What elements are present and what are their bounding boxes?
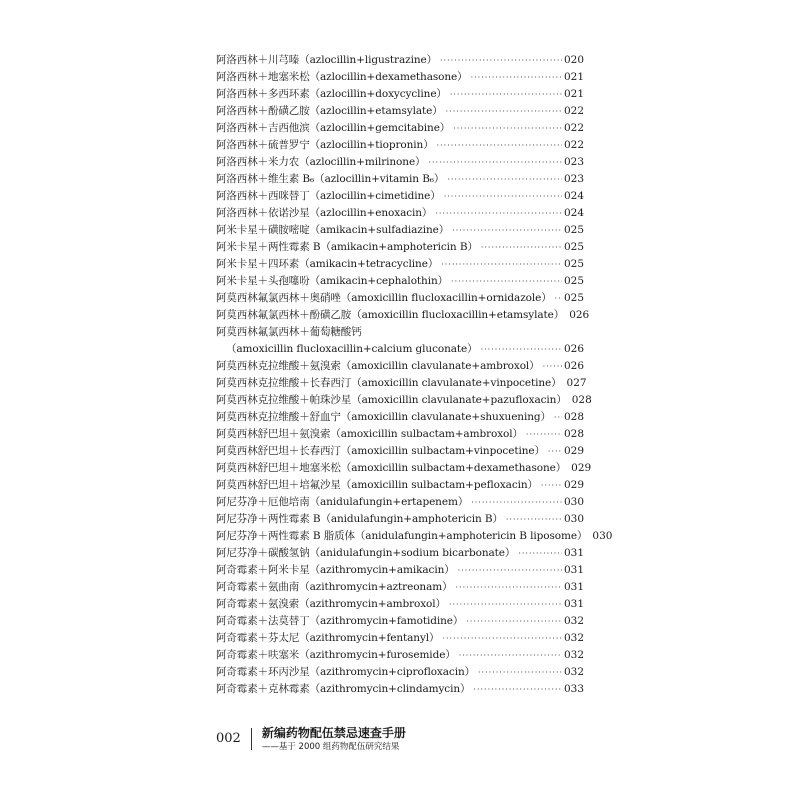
toc-entry-page: 025: [563, 258, 584, 270]
toc-entry-page: 023: [563, 156, 584, 168]
toc-entry: [216, 511, 584, 528]
book-subtitle: ——基于 2000 组药物配伍研究结果: [261, 741, 400, 752]
toc-entry-text: 阿洛西林＋川芎嗪（azlocillin+ligustrazine）: [216, 54, 437, 66]
toc-entry: [216, 239, 584, 256]
toc-entry: [216, 69, 584, 86]
dot-leader: [446, 103, 562, 120]
page-number: 002: [216, 728, 252, 750]
toc-entry-text: 阿莫西林氟氯西林＋葡萄糖酸钙: [216, 326, 362, 338]
dot-leader: [458, 562, 562, 579]
toc-entry: [216, 137, 584, 154]
toc-entry-text: 阿莫西林氟氯西林＋酚磺乙胺（amoxicillin flucloxacillin+etamsylate）: [216, 309, 565, 321]
toc-entry-text: 阿洛西林＋吉西他滨（azlocillin+gemcitabine）: [216, 122, 451, 134]
toc-entry-page: 032: [563, 666, 584, 678]
toc-entry-text: 阿奇霉素＋阿米卡星（azithromycin+amikacin）: [216, 564, 455, 576]
dot-leader: [471, 494, 562, 511]
toc-entry: [216, 579, 584, 596]
dot-leader: [437, 137, 562, 154]
dot-leader: [441, 256, 562, 273]
toc-entry-text: 阿洛西林＋西咪替丁（azlocillin+cimetidine）: [216, 190, 441, 202]
toc-entry: [216, 460, 592, 477]
dot-leader: [449, 596, 562, 613]
toc-entry-text: 阿莫西林舒巴坦＋培氟沙星（amoxicillin sulbactam+pefloxacin）: [216, 479, 538, 491]
toc-entry-text: 阿莫西林舒巴坦＋长春西汀（amoxicillin sulbactam+vinpocetine）: [216, 445, 545, 457]
book-info: [262, 726, 406, 753]
toc-entry-page: 031: [563, 581, 584, 593]
toc-entry: [216, 290, 584, 307]
toc-entry: [216, 409, 584, 426]
toc-entry-text: 阿奇霉素＋法莫替丁（azithromycin+famotidine）: [216, 615, 464, 627]
toc-entry: [216, 630, 584, 647]
toc-entry-page: 021: [563, 88, 584, 100]
toc-entry: [216, 222, 584, 239]
dot-leader: [543, 358, 562, 375]
dot-leader: [555, 290, 562, 307]
toc-entry: [216, 528, 613, 545]
book-title: 新编药物配伍禁忌速查手册: [261, 725, 406, 740]
dot-leader: [442, 630, 561, 647]
toc-entry: [216, 103, 584, 120]
toc-entry-page: 031: [563, 598, 584, 610]
toc-entry-text: 阿奇霉素＋环丙沙星（azithromycin+ciprofloxacin）: [216, 666, 476, 678]
toc-entry-text: 阿奇霉素＋氨曲南（azithromycin+aztreonam）: [216, 581, 453, 593]
toc-entry-text: 阿洛西林＋维生素 B₆（azlocillin+vitamin B₆）: [216, 173, 445, 185]
dot-leader: [456, 579, 562, 596]
toc-entry-text: 阿莫西林氟氯西林＋奥硝唑（amoxicillin flucloxacillin+ornidazole）: [216, 292, 552, 304]
toc-entry-text: 阿莫西林舒巴坦＋地塞米松（amoxicillin sulbactam+dexamethasone）: [216, 462, 567, 474]
toc-entry-text: 阿尼芬净＋两性霉素 B 脂质体（anidulafungin+amphotericin B liposome）: [216, 530, 588, 542]
toc-entry-page: 023: [563, 173, 584, 185]
toc-entry-page: 029: [571, 462, 592, 474]
toc-entry: [216, 613, 584, 630]
dot-leader: [447, 171, 562, 188]
toc-entry: [216, 477, 584, 494]
toc-entry-text: 阿洛西林＋地塞米松（azlocillin+dexamethasone）: [216, 71, 468, 83]
toc-entry: [216, 562, 584, 579]
toc-entry: [216, 647, 584, 664]
toc-entry-page: 024: [563, 190, 584, 202]
page-footer: [216, 722, 406, 756]
toc-entry: [216, 375, 587, 392]
dot-leader: [451, 273, 562, 290]
toc-entry-text: 阿奇霉素＋呋塞米（azithromycin+furosemide）: [216, 649, 456, 661]
toc-entry-text: 阿米卡星＋两性霉素 B（amikacin+amphotericin B）: [216, 241, 478, 253]
toc-entry-page: 020: [563, 54, 584, 66]
toc-entry-page: 032: [563, 632, 584, 644]
dot-leader: [466, 613, 562, 630]
toc-entry: [216, 273, 584, 290]
toc-entry-page: 032: [563, 615, 584, 627]
toc-entry: [216, 205, 584, 222]
toc-entry-text: 阿尼芬净＋两性霉素 B（anidulafungin+amphotericin B）: [216, 513, 503, 525]
toc-entry-page: 022: [563, 105, 584, 117]
toc-entry-text: 阿米卡星＋磺胺嘧啶（amikacin+sulfadiazine）: [216, 224, 450, 236]
toc-entry: [216, 324, 584, 341]
dot-leader: [450, 86, 562, 103]
dot-leader: [481, 239, 562, 256]
toc-entry: [216, 188, 584, 205]
toc-entry-text: 阿尼芬净＋厄他培南（anidulafungin+ertapenem）: [216, 496, 469, 508]
toc-entry-page: 027: [566, 377, 587, 389]
toc-entry-page: 030: [563, 513, 584, 525]
toc-entry: [216, 443, 584, 460]
toc-entry: [216, 307, 590, 324]
toc-entry-text: 阿尼芬净＋碳酸氢钠（anidulafungin+sodium bicarbonate）: [216, 547, 516, 559]
toc-entry-text: 阿米卡星＋头孢噻吩（amikacin+cephalothin）: [216, 275, 449, 287]
dot-leader: [444, 188, 562, 205]
toc-entry: [216, 596, 584, 613]
toc-entry-page: 029: [563, 445, 584, 457]
dot-leader: [428, 154, 561, 171]
toc-entry-page: 032: [563, 649, 584, 661]
toc-entry-text: 阿莫西林克拉维酸＋帕珠沙星（amoxicillin clavulanate+pazufloxacin）: [216, 394, 567, 406]
toc-entry: [216, 545, 584, 562]
toc-entry-page: 021: [563, 71, 584, 83]
toc-entry: [216, 120, 584, 137]
toc-entry-page: 022: [563, 139, 584, 151]
dot-leader: [452, 222, 562, 239]
toc-entry-text: 阿莫西林克拉维酸＋氨溴索（amoxicillin clavulanate+ambroxol）: [216, 360, 540, 372]
dot-leader: [459, 647, 562, 664]
toc-entry-text: （amoxicillin flucloxacillin+calcium gluconate）: [226, 343, 478, 355]
toc-entry-page: 029: [563, 479, 584, 491]
toc-entry-text: 阿莫西林舒巴坦＋氨溴索（amoxicillin sulbactam+ambroxol）: [216, 428, 523, 440]
table-of-contents: [216, 52, 613, 698]
dot-leader: [541, 477, 562, 494]
dot-leader: [481, 341, 562, 358]
toc-entry-text: 阿洛西林＋米力农（azlocillin+milrinone）: [216, 156, 426, 168]
toc-entry: [216, 681, 584, 698]
toc-entry-page: 022: [563, 122, 584, 134]
toc-entry-page: 026: [563, 360, 584, 372]
toc-entry-page: 028: [563, 411, 584, 423]
toc-entry-page: 030: [563, 496, 584, 508]
toc-entry-text: 阿米卡星＋四环素（amikacin+tetracycline）: [216, 258, 439, 270]
toc-entry-text: 阿洛西林＋硫普罗宁（azlocillin+tiopronin）: [216, 139, 434, 151]
dot-leader: [478, 664, 562, 681]
toc-entry-page: 033: [563, 683, 584, 695]
toc-entry-page: 024: [563, 207, 584, 219]
toc-entry-page: 031: [563, 564, 584, 576]
toc-entry-text: 阿奇霉素＋克林霉素（azithromycin+clindamycin）: [216, 683, 471, 695]
toc-entry: [216, 664, 584, 681]
toc-entry-text: 阿莫西林克拉维酸＋长春西汀（amoxicillin clavulanate+vinpocetine）: [216, 377, 562, 389]
dot-leader: [548, 443, 562, 460]
dot-leader: [453, 120, 562, 137]
dot-leader: [473, 681, 562, 698]
toc-entry-page: 025: [563, 275, 584, 287]
toc-entry-text: 阿洛西林＋酚磺乙胺（azlocillin+etamsylate）: [216, 105, 443, 117]
toc-entry: [216, 358, 584, 375]
toc-entry: [216, 86, 584, 103]
dot-leader: [471, 69, 562, 86]
toc-entry-page: 028: [563, 428, 584, 440]
toc-entry: [216, 494, 584, 511]
toc-entry: [216, 171, 584, 188]
toc-entry-page: 030: [592, 530, 613, 542]
toc-entry-page: 031: [563, 547, 584, 559]
toc-entry-page: 025: [563, 241, 584, 253]
toc-entry: [216, 341, 584, 358]
toc-entry-text: 阿奇霉素＋氨溴索（azithromycin+ambroxol）: [216, 598, 446, 610]
dot-leader: [506, 511, 562, 528]
toc-entry-page: 025: [563, 292, 584, 304]
toc-entry-page: 025: [563, 224, 584, 236]
toc-entry: [216, 52, 584, 69]
toc-entry-text: 阿莫西林克拉维酸＋舒血宁（amoxicillin clavulanate+shuxuening）: [216, 411, 551, 423]
toc-entry-page: 026: [569, 309, 590, 321]
toc-entry: [216, 392, 592, 409]
dot-leader: [526, 426, 562, 443]
toc-entry-text: 阿奇霉素＋芬太尼（azithromycin+fentanyl）: [216, 632, 440, 644]
toc-entry: [216, 256, 584, 273]
toc-entry-text: 阿洛西林＋依诺沙星（azlocillin+enoxacin）: [216, 207, 433, 219]
dot-leader: [518, 545, 562, 562]
toc-entry: [216, 426, 584, 443]
toc-entry-page: 026: [563, 343, 584, 355]
toc-entry-text: 阿洛西林＋多西环素（azlocillin+doxycycline）: [216, 88, 447, 100]
dot-leader: [554, 409, 562, 426]
toc-entry: [216, 154, 584, 171]
dot-leader: [435, 205, 562, 222]
dot-leader: [440, 52, 562, 69]
toc-entry-page: 028: [571, 394, 592, 406]
